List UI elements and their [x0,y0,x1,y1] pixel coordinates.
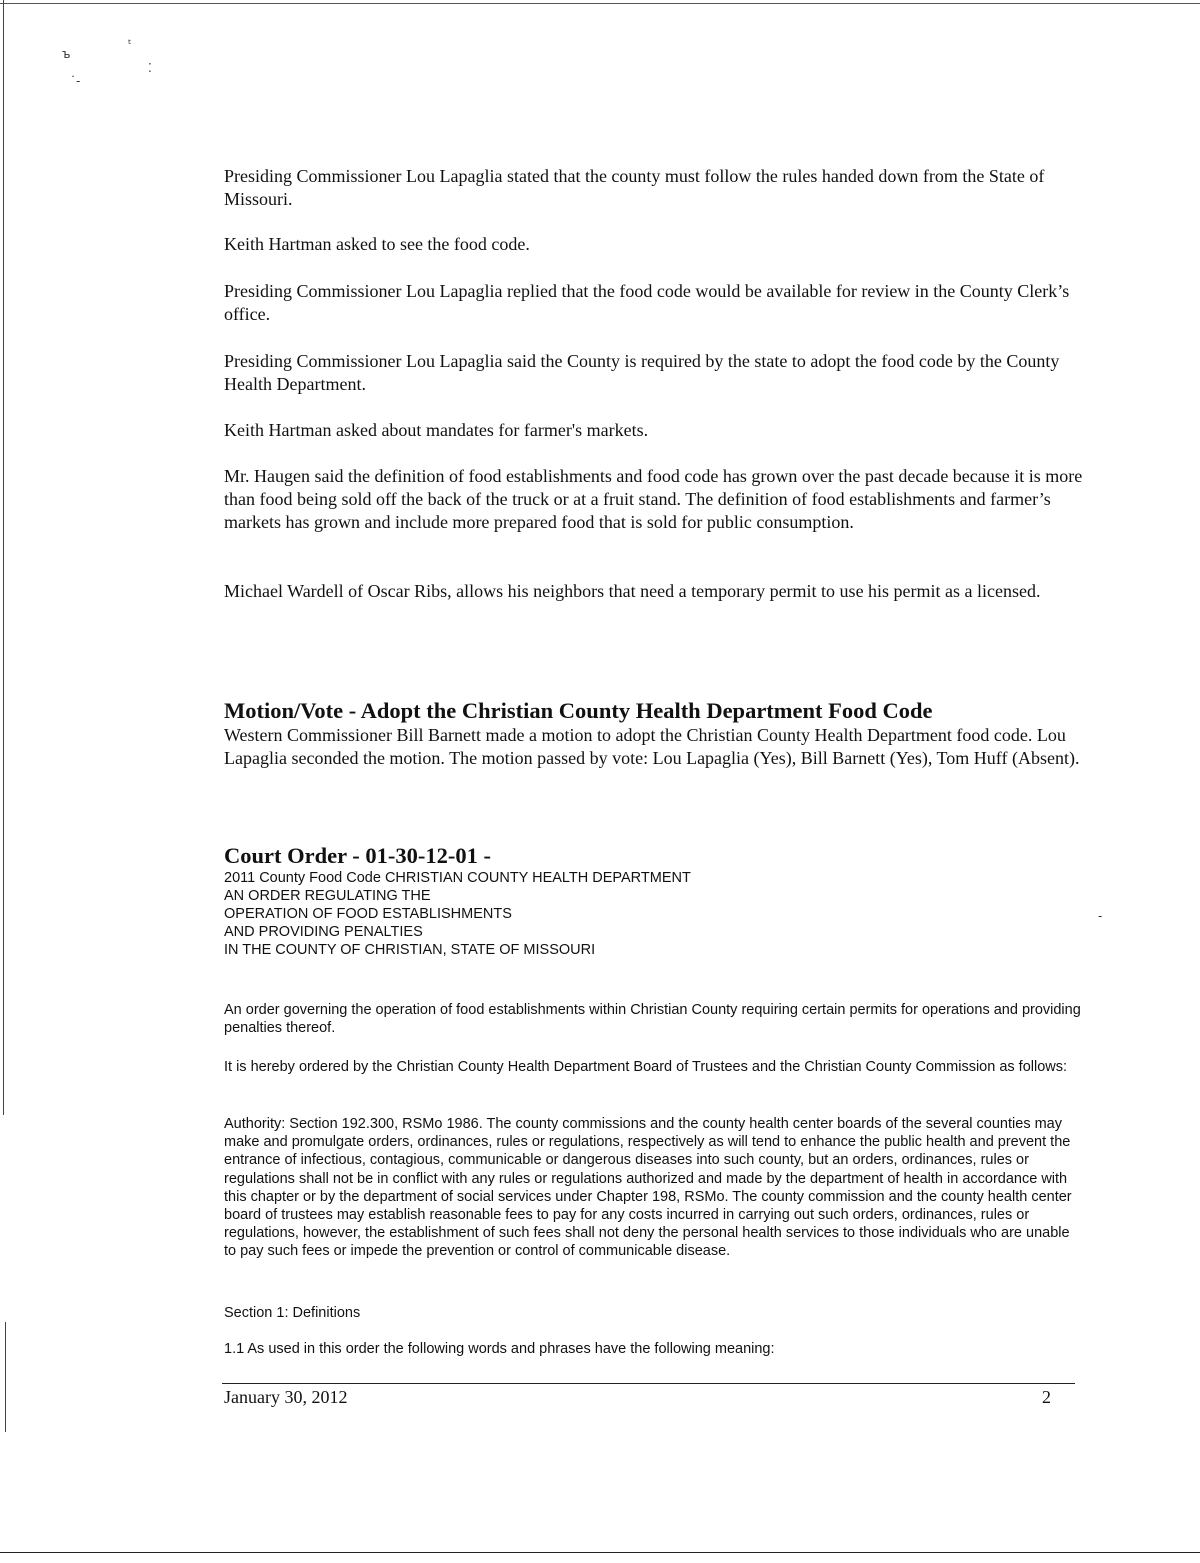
scan-speck: ᵗ [128,37,132,51]
court-order-heading: Court Order - 01-30-12-01 - [224,843,492,868]
clause-1-1: 1.1 As used in this order the following words and phrases have the following meaning: [224,1341,775,1357]
section-1-heading: Section 1: Definitions [224,1305,361,1321]
motion-heading: Motion/Vote - Adopt the Christian County Health Department Food Code [224,698,933,723]
order-title-line: 2011 County Food Code CHRISTIAN COUNTY HEALTH DEPARTMENT [224,870,691,886]
order-title-line: AND PROVIDING PENALTIES [224,924,423,940]
paragraph-hartman-food-code: Keith Hartman asked to see the food code. [224,234,530,254]
order-title-line: OPERATION OF FOOD ESTABLISHMENTS [224,906,512,922]
motion-text: Western Commissioner Bill Barnett made a motion to adopt the Christian County Health Department food code. Lou Lapaglia seconded the motion. The motion passed by vote: Lou Lapaglia (Yes), Bill Barnett (Yes), Tom Huff (Absent). [224,725,1080,768]
order-ordered-by: It is hereby ordered by the Christian County Health Department Board of Trustees and the Christian County Commission as follows: [224,1059,1068,1075]
footer-rule [222,1383,1075,1384]
paragraph-lapaglia-rules: Presiding Commissioner Lou Lapaglia stated that the county must follow the rules handed down from the State of Missouri. [224,166,1045,209]
page-number: 2 [1042,1387,1051,1407]
paragraph-hartman-markets: Keith Hartman asked about mandates for farmer's markets. [224,420,649,440]
scan-edge-bottom [0,1552,1200,1553]
scan-edge-left [3,0,4,1115]
paragraph-lapaglia-state: Presiding Commissioner Lou Lapaglia said the County is required by the state to adopt the food code by the County Health Department. [224,351,1060,394]
discussion-section [224,165,1084,211]
order-title-line: AN ORDER REGULATING THE [224,888,431,904]
court-order-section [224,843,1084,959]
footer-date: January 30, 2012 [224,1387,348,1407]
paragraph-lapaglia-review: Presiding Commissioner Lou Lapaglia replied that the food code would be available for review in the County Clerk’s office. [224,281,1070,324]
scan-edge-left-lower [5,1322,6,1432]
scan-speck: ⁚ [148,61,152,75]
order-title-line: IN THE COUNTY OF CHRISTIAN, STATE OF MISSOURI [224,942,596,958]
scan-speck: ъ [62,47,71,61]
motion-section [224,698,1084,770]
paragraph-haugen: Mr. Haugen said the definition of food establishments and food code has grown over the past decade because it is more than food being sold off the back of the truck or at a fruit stand. The definition of food establishments and farmer’s markets has grown and include more prepared food that is sold for public consumption. [224,466,1083,532]
paragraph-wardell: Michael Wardell of Oscar Ribs, allows his neighbors that need a temporary permit to use his permit as a licensed. [224,581,1041,601]
scan-speck: - [1098,909,1103,923]
order-intro: An order governing the operation of food establishments within Christian County requiring certain permits for operations and providing penalties thereof. [224,1002,1081,1036]
scan-speck: ˙- [70,74,81,88]
order-authority: Authority: Section 192.300, RSMo 1986. The county commissions and the county health center boards of the several counties may make and promulgate orders, ordinances, rules or regulations, respectively as will tend to enhance the public health and prevent the entrance of infectious, contagious, communicable or dangerous diseases into such county, but an orders, ordinances, rules or regulations shall not be in conflict with any rules or regulations authorized and made by the department of health in accordance with this chapter or by the department of social services under Chapter 198, RSMo. The county commission and the county health center board of trustees may establish reasonable fees to pay for any costs incurred in carrying out such orders, ordinances, rules or regulations, however, the establishment of such fees shall not deny the personal health services to those individuals who are unable to pay such fees or impede the prevention or control of communicable disease. [224,1116,1072,1260]
scan-edge-top [0,3,1200,4]
